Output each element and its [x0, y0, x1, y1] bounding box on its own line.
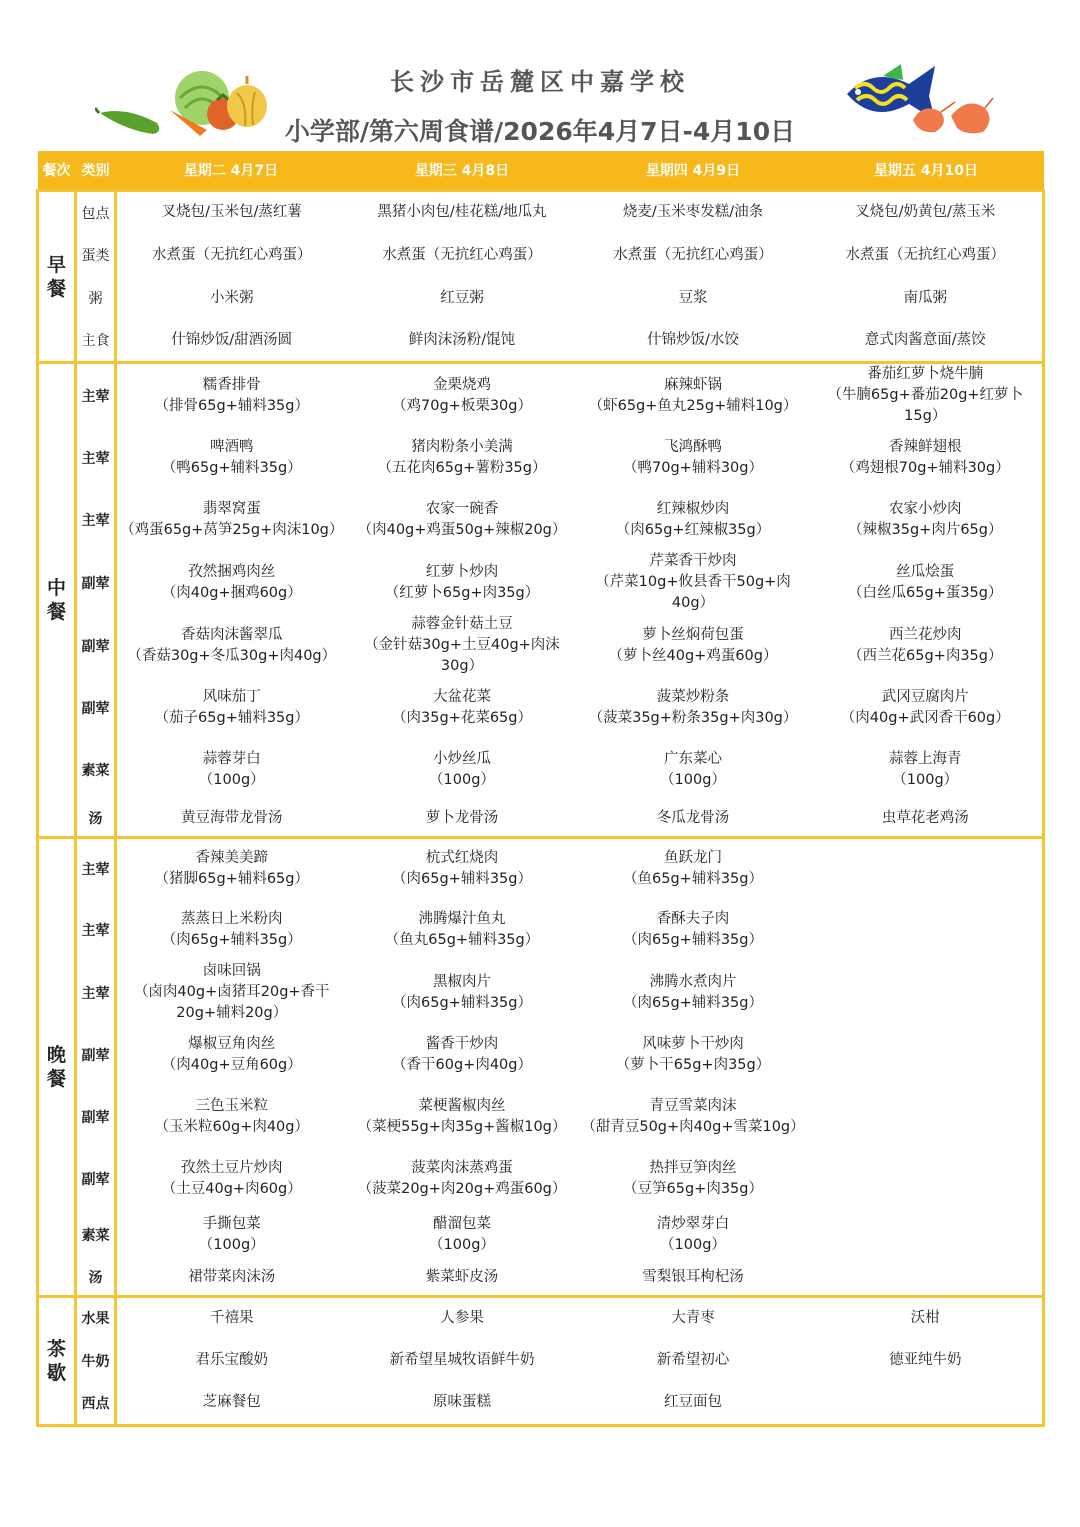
dish-cell: [116, 677, 347, 739]
snack-row: [38, 1339, 1044, 1382]
dish-cell: [809, 1260, 1044, 1296]
dish-name: 黑猪小肉包/桂花糕/地瓜丸: [377, 204, 547, 221]
dish-ingredients: （肉40g+豆角60g）: [161, 1057, 302, 1073]
dish-name: 大青枣: [671, 1309, 715, 1326]
dish-cell: [347, 1382, 578, 1425]
dish-cell: [578, 1296, 809, 1339]
dish-cell: [809, 1339, 1044, 1382]
dish-name: 番茄红萝卜烧牛腩: [867, 366, 984, 382]
dish-name: 紫菜虾皮汤: [425, 1268, 499, 1285]
dish-cell: [347, 191, 578, 234]
dish-ingredients: （肉65g+辅料35g）: [161, 932, 302, 948]
dish-cell: [809, 1024, 1044, 1086]
dish-name: 手撕包菜: [202, 1216, 261, 1232]
snack-label: [38, 1296, 76, 1425]
dinner-row: [38, 1024, 1044, 1086]
dish-cell: [116, 427, 347, 489]
dish-ingredients: （鸡蛋65g+莴笋25g+肉沫10g）: [120, 522, 344, 538]
dish-ingredients: （肉65g+红辣椒35g）: [615, 522, 771, 538]
dish-cell: [809, 427, 1044, 489]
dish-name: 红豆面包: [664, 1394, 722, 1411]
dish-cell: [809, 739, 1044, 801]
dish-ingredients: （五花肉65g+薯粉35g）: [377, 460, 547, 476]
dish-cell: [578, 1148, 809, 1210]
lunch-row: [38, 801, 1044, 837]
dish-cell: [116, 1260, 347, 1296]
breakfast-row: [38, 191, 1044, 234]
dish-cell: [116, 320, 347, 363]
category-label: 副荤: [76, 677, 116, 739]
dish-name: 飞鸿酥鸭: [664, 439, 722, 455]
dish-name: 西兰花炒肉: [889, 626, 962, 643]
dish-name: 蒜蓉金针菇土豆: [411, 616, 513, 632]
category-label: 水果: [76, 1296, 116, 1339]
dish-name: 孜然土豆片炒肉: [181, 1160, 283, 1176]
dish-cell: [578, 739, 809, 801]
dish-name: 广东菜心: [664, 751, 722, 767]
dish-ingredients: （肉40g+武冈香干60g）: [840, 710, 1010, 726]
dish-cell: [347, 277, 578, 320]
dish-cell: [347, 1339, 578, 1382]
dish-name: 农家一碗香: [425, 501, 499, 517]
dish-name: 菠菜炒粉条: [656, 689, 730, 705]
dish-ingredients: （100g）: [429, 772, 495, 788]
dish-ingredients: （茄子65g+辅料35g）: [154, 710, 309, 726]
dish-name: 冬瓜龙骨汤: [656, 809, 730, 826]
snack-row: [38, 1296, 1044, 1339]
dish-ingredients: （菜梗55g+肉35g+酱椒10g）: [357, 1119, 567, 1135]
dish-name: 小米粥: [210, 289, 254, 306]
dish-name: 沸腾水煮肉片: [649, 973, 737, 990]
header-day-thu: 星期四 4月9日: [578, 151, 809, 191]
category-label: 西点: [76, 1382, 116, 1425]
dish-name: 青豆雪菜肉沫: [649, 1098, 737, 1114]
dish-cell: [809, 1086, 1044, 1148]
dish-name: 鱼跃龙门: [664, 849, 722, 866]
dish-name: 啤酒鸭: [210, 439, 254, 455]
category-label: 素菜: [76, 1210, 116, 1260]
dish-ingredients: （辣椒35g+肉片65g）: [848, 522, 1003, 538]
dish-cell: [809, 234, 1044, 277]
dish-name: 农家小炒肉: [889, 501, 962, 517]
dish-cell: [809, 899, 1044, 961]
dish-name: 蒸蒸日上米粉肉: [181, 911, 283, 927]
category-label: 主荤: [76, 427, 116, 489]
dish-cell: [116, 1086, 347, 1148]
dish-name: 红豆粥: [440, 289, 484, 306]
dish-ingredients: （肉35g+花菜65g）: [392, 710, 532, 726]
dish-name: 清炒翠芽白: [656, 1216, 730, 1232]
dish-cell: [809, 801, 1044, 837]
category-label: 蛋类: [76, 234, 116, 277]
category-label: 副荤: [76, 1024, 116, 1086]
dish-ingredients: （香菇30g+冬瓜30g+肉40g）: [127, 647, 337, 664]
lunch-label-text: 中餐: [46, 576, 66, 623]
dish-cell: [116, 551, 347, 614]
category-label: 主食: [76, 320, 116, 363]
dish-cell: [116, 739, 347, 801]
dinner-row: [38, 899, 1044, 961]
dish-name: 菜梗酱椒肉丝: [418, 1098, 506, 1114]
dish-cell: [578, 427, 809, 489]
dish-name: 酱香干炒肉: [425, 1036, 499, 1052]
dish-cell: [347, 614, 578, 677]
dish-ingredients: （西兰花65g+肉35g）: [848, 647, 1003, 664]
dish-ingredients: 30g）: [440, 658, 484, 674]
dish-ingredients: （100g）: [198, 772, 265, 788]
dish-ingredients: （白丝瓜65g+蛋35g）: [848, 584, 1003, 601]
dish-ingredients: （豆笋65g+肉35g）: [623, 1181, 763, 1197]
dinner-label-text: 晚餐: [46, 1043, 66, 1090]
dish-name: 热拌豆笋肉丝: [649, 1160, 737, 1176]
breakfast-row: [38, 320, 1044, 363]
dish-ingredients: （菠菜20g+肉20g+鸡蛋60g）: [357, 1181, 567, 1197]
dish-name: 蒜蓉上海青: [889, 751, 962, 767]
dish-ingredients: （肉65g+辅料35g）: [623, 932, 763, 948]
dish-name: 新希望初心: [656, 1352, 730, 1368]
dish-name: 小炒丝瓜: [433, 751, 491, 767]
dish-cell: [578, 801, 809, 837]
dish-cell: [578, 277, 809, 320]
dish-cell: [347, 489, 578, 551]
dish-name: 千禧果: [210, 1309, 254, 1326]
dish-cell: [116, 837, 347, 899]
breakfast-label-text: 早餐: [46, 253, 66, 300]
dish-cell: [578, 1024, 809, 1086]
lunch-row: [38, 489, 1044, 551]
dish-name: 芝麻餐包: [202, 1394, 261, 1411]
dish-ingredients: （鸭70g+辅料30g）: [623, 460, 763, 476]
dish-cell: [347, 801, 578, 837]
dish-cell: [809, 320, 1044, 363]
dish-name: 德亚纯牛奶: [889, 1352, 962, 1368]
lunch-row: [38, 551, 1044, 614]
dinner-row: [38, 1210, 1044, 1260]
dish-ingredients: （金针菇30g+土豆40g+肉沫: [364, 637, 560, 653]
category-label: 粥: [76, 277, 116, 320]
dinner-row: [38, 837, 1044, 899]
dish-cell: [347, 551, 578, 614]
dish-ingredients: （菠菜35g+粉条35g+肉30g）: [588, 710, 798, 726]
lunch-row: [38, 739, 1044, 801]
dish-name: 沃柑: [910, 1309, 940, 1326]
dish-name: 萝卜龙骨汤: [425, 809, 499, 826]
dish-cell: [116, 191, 347, 234]
dish-name: 丝瓜烩蛋: [896, 563, 955, 580]
dish-name: 风味茄丁: [202, 689, 261, 705]
dish-cell: [809, 363, 1044, 428]
dish-cell: [578, 899, 809, 961]
category-label: 主荤: [76, 363, 116, 428]
dish-cell: [116, 899, 347, 961]
dish-name: 香辣美美蹄: [195, 849, 268, 866]
vegetables-illustration: [95, 68, 280, 140]
dish-cell: [347, 234, 578, 277]
category-label: 汤: [76, 1260, 116, 1296]
dish-cell: [116, 961, 347, 1024]
dish-cell: [347, 1296, 578, 1339]
dish-name: 烧麦/玉米枣发糕/油条: [622, 204, 764, 221]
lunch-row: [38, 363, 1044, 428]
dish-name: 叉烧包/奶黄包/蒸玉米: [855, 204, 996, 221]
dish-cell: [347, 1148, 578, 1210]
dish-ingredients: （萝卜丝40g+鸡蛋60g）: [608, 647, 778, 664]
dish-cell: [578, 614, 809, 677]
dish-name: 麻辣虾锅: [664, 376, 722, 393]
dish-name: 水煮蛋（无抗红心鸡蛋）: [152, 246, 312, 263]
dish-cell: [578, 1260, 809, 1296]
snack-row: [38, 1382, 1044, 1425]
dish-cell: [578, 234, 809, 277]
header-day-wed: 星期三 4月8日: [347, 151, 578, 191]
dish-cell: [347, 1024, 578, 1086]
dish-name: 菠菜肉沫蒸鸡蛋: [411, 1160, 513, 1176]
dish-name: 新希望星城牧语鲜牛奶: [389, 1352, 535, 1368]
dish-name: 南瓜粥: [903, 289, 947, 306]
dish-cell: [578, 320, 809, 363]
dish-cell: [347, 961, 578, 1024]
dish-ingredients: （肉65g+辅料35g）: [392, 994, 532, 1011]
category-label: 汤: [76, 801, 116, 837]
dish-ingredients: （鸡70g+板栗30g）: [392, 397, 532, 414]
dish-ingredients: （牛腩65g+番茄20g+红萝卜: [827, 387, 1024, 403]
dish-ingredients: （鱼65g+辅料35g）: [623, 870, 763, 887]
dish-name: 红萝卜炒肉: [425, 563, 499, 580]
dish-ingredients: （肉40g+捆鸡60g）: [161, 584, 302, 601]
dish-ingredients: （鸡翅根70g+辅料30g）: [840, 460, 1010, 476]
dish-cell: [347, 363, 578, 428]
dish-cell: [116, 489, 347, 551]
shrimp-illustration: [905, 94, 997, 138]
dish-cell: [116, 614, 347, 677]
dish-name: 水煮蛋（无抗红心鸡蛋）: [845, 246, 1005, 263]
category-label: 副荤: [76, 614, 116, 677]
dish-name: 风味萝卜干炒肉: [642, 1036, 744, 1052]
dish-cell: [578, 551, 809, 614]
breakfast-row: [38, 277, 1044, 320]
dish-name: 鲜肉沫汤粉/馄饨: [408, 331, 516, 348]
dish-ingredients: （排骨65g+辅料35g）: [154, 397, 309, 414]
category-label: 素菜: [76, 739, 116, 801]
dish-cell: [116, 1024, 347, 1086]
dish-cell: [809, 1382, 1044, 1425]
dish-cell: [116, 234, 347, 277]
dish-cell: [116, 1210, 347, 1260]
school-name: 长沙市岳麓区中嘉学校: [390, 68, 690, 96]
dish-name: 水煮蛋（无抗红心鸡蛋）: [382, 246, 542, 263]
dish-name: 金栗烧鸡: [433, 376, 491, 393]
dish-ingredients: （100g）: [660, 772, 726, 788]
dish-cell: [116, 363, 347, 428]
dish-cell: [809, 1296, 1044, 1339]
dish-cell: [809, 277, 1044, 320]
category-label: 副荤: [76, 551, 116, 614]
category-label: 包点: [76, 191, 116, 234]
breakfast-label: [38, 191, 76, 363]
dish-name: 糯香排骨: [202, 376, 261, 393]
dish-name: 君乐宝酸奶: [195, 1352, 268, 1368]
dinner-label: [38, 837, 76, 1296]
dish-cell: [809, 961, 1044, 1024]
dish-cell: [116, 1296, 347, 1339]
dish-name: 杭式红烧肉: [425, 849, 499, 866]
dish-ingredients: （100g）: [660, 1237, 726, 1253]
snack-label-text: 茶歇: [46, 1337, 66, 1384]
dish-cell: [809, 837, 1044, 899]
dish-ingredients: （鱼丸65g+辅料35g）: [384, 932, 540, 948]
dish-ingredients: （100g）: [198, 1237, 265, 1253]
dish-cell: [578, 1086, 809, 1148]
dish-ingredients: （肉65g+辅料35g）: [392, 870, 532, 887]
dish-name: 红辣椒炒肉: [656, 501, 730, 517]
header-meal: 餐次: [38, 151, 76, 191]
category-label: 副荤: [76, 1086, 116, 1148]
dish-cell: [809, 489, 1044, 551]
dish-cell: [347, 427, 578, 489]
dish-ingredients: （猪脚65g+辅料65g）: [154, 870, 309, 887]
dish-name: 裙带菜肉沫汤: [188, 1268, 276, 1285]
dinner-row: [38, 1148, 1044, 1210]
menu-subtitle: 小学部/第六周食谱/2026年4月7日-4月10日: [284, 117, 796, 146]
dish-cell: [578, 489, 809, 551]
dish-ingredients: （100g）: [892, 772, 959, 788]
dish-name: 黄豆海带龙骨汤: [181, 809, 283, 826]
category-label: 主荤: [76, 899, 116, 961]
header-category: 类别: [76, 151, 116, 191]
dish-name: 豆浆: [678, 289, 708, 306]
dish-cell: [116, 277, 347, 320]
lunch-label: [38, 363, 76, 838]
dish-cell: [809, 551, 1044, 614]
dish-ingredients: （肉40g+鸡蛋50g+辣椒20g）: [357, 522, 567, 538]
dish-ingredients: 40g）: [671, 595, 715, 611]
dish-name: 香菇肉沫酱翠瓜: [181, 626, 283, 643]
dish-cell: [347, 320, 578, 363]
dish-ingredients: （萝卜干65g+肉35g）: [615, 1057, 771, 1073]
breakfast-row: [38, 234, 1044, 277]
dish-name: 萝卜丝焖荷包蛋: [642, 626, 744, 643]
dish-cell: [809, 1210, 1044, 1260]
dish-name: 蒜蓉芽白: [202, 751, 261, 767]
dish-name: 孜然捆鸡肉丝: [188, 563, 276, 580]
dish-cell: [578, 191, 809, 234]
dinner-row: [38, 1260, 1044, 1296]
dish-ingredients: （香干60g+肉40g）: [392, 1057, 532, 1073]
header-day-fri: 星期五 4月10日: [809, 151, 1044, 191]
dish-name: 大盆花菜: [433, 689, 491, 705]
lunch-row: [38, 677, 1044, 739]
dinner-row: [38, 961, 1044, 1024]
dish-ingredients: （红萝卜65g+肉35g）: [384, 584, 540, 601]
dish-name: 虫草花老鸡汤: [881, 809, 969, 826]
dish-cell: [347, 677, 578, 739]
dish-name: 水煮蛋（无抗红心鸡蛋）: [613, 246, 773, 263]
dish-ingredients: 15g）: [904, 408, 947, 424]
dish-name: 猪肉粉条小美满: [411, 439, 513, 455]
dish-name: 翡翠窝蛋: [202, 501, 261, 517]
dish-cell: [116, 1382, 347, 1425]
dish-name: 卤味回锅: [202, 963, 261, 979]
dish-cell: [809, 191, 1044, 234]
dish-ingredients: （100g）: [429, 1237, 495, 1253]
dish-cell: [347, 1210, 578, 1260]
dish-name: 什锦炒饭/水饺: [647, 331, 739, 348]
dish-cell: [809, 614, 1044, 677]
dish-cell: [578, 837, 809, 899]
category-label: 主荤: [76, 961, 116, 1024]
table-header-row: [38, 151, 1044, 191]
dish-ingredients: 20g+辅料20g）: [176, 1005, 288, 1021]
dish-ingredients: （芹菜10g+攸县香干50g+肉: [595, 574, 791, 590]
dish-cell: [116, 1148, 347, 1210]
dish-cell: [116, 1339, 347, 1382]
dish-ingredients: （肉65g+辅料35g）: [623, 994, 763, 1011]
dinner-row: [38, 1086, 1044, 1148]
dish-name: 香辣鲜翅根: [889, 439, 962, 455]
dish-cell: [578, 677, 809, 739]
dish-name: 芹菜香干炒肉: [649, 553, 737, 569]
dish-ingredients: （卤肉40g+卤猪耳20g+香干: [133, 984, 330, 1000]
dish-name: 人参果: [440, 1309, 484, 1326]
lunch-row: [38, 427, 1044, 489]
dish-name: 雪梨银耳枸杞汤: [642, 1268, 744, 1285]
dish-name: 沸腾爆汁鱼丸: [418, 911, 506, 927]
dish-name: 黑椒肉片: [433, 973, 491, 990]
category-label: 主荤: [76, 837, 116, 899]
dish-cell: [116, 801, 347, 837]
category-label: 主荤: [76, 489, 116, 551]
dish-cell: [809, 1148, 1044, 1210]
dish-cell: [347, 837, 578, 899]
dish-ingredients: （甜青豆50g+肉40g+雪菜10g）: [581, 1119, 805, 1135]
dish-cell: [578, 1382, 809, 1425]
dish-name: 什锦炒饭/甜酒汤圆: [171, 331, 293, 348]
dish-name: 叉烧包/玉米包/蒸红薯: [161, 204, 302, 221]
weekly-menu-table: [36, 151, 1045, 1427]
dish-name: 三色玉米粒: [195, 1098, 268, 1114]
dish-cell: [578, 961, 809, 1024]
dish-name: 香酥夫子肉: [656, 911, 730, 927]
category-label: 副荤: [76, 1148, 116, 1210]
dish-cell: [347, 739, 578, 801]
dish-ingredients: （鸭65g+辅料35g）: [161, 460, 302, 476]
dish-name: 原味蛋糕: [433, 1394, 491, 1411]
dish-cell: [578, 1210, 809, 1260]
dish-cell: [809, 677, 1044, 739]
dish-cell: [347, 1260, 578, 1296]
dish-cell: [578, 363, 809, 428]
dish-name: 意式肉酱意面/蒸饺: [864, 331, 986, 348]
lunch-row: [38, 614, 1044, 677]
category-label: 牛奶: [76, 1339, 116, 1382]
dish-cell: [347, 899, 578, 961]
dish-ingredients: （土豆40g+肉60g）: [161, 1181, 302, 1197]
dish-ingredients: （虾65g+鱼丸25g+辅料10g）: [588, 397, 798, 414]
header-day-tue: 星期二 4月7日: [116, 151, 347, 191]
dish-cell: [578, 1339, 809, 1382]
dish-ingredients: （玉米粒60g+肉40g）: [154, 1119, 309, 1135]
dish-cell: [347, 1086, 578, 1148]
dish-name: 爆椒豆角肉丝: [188, 1036, 276, 1052]
dish-name: 醋溜包菜: [433, 1216, 491, 1232]
dish-name: 武冈豆腐肉片: [881, 689, 969, 705]
